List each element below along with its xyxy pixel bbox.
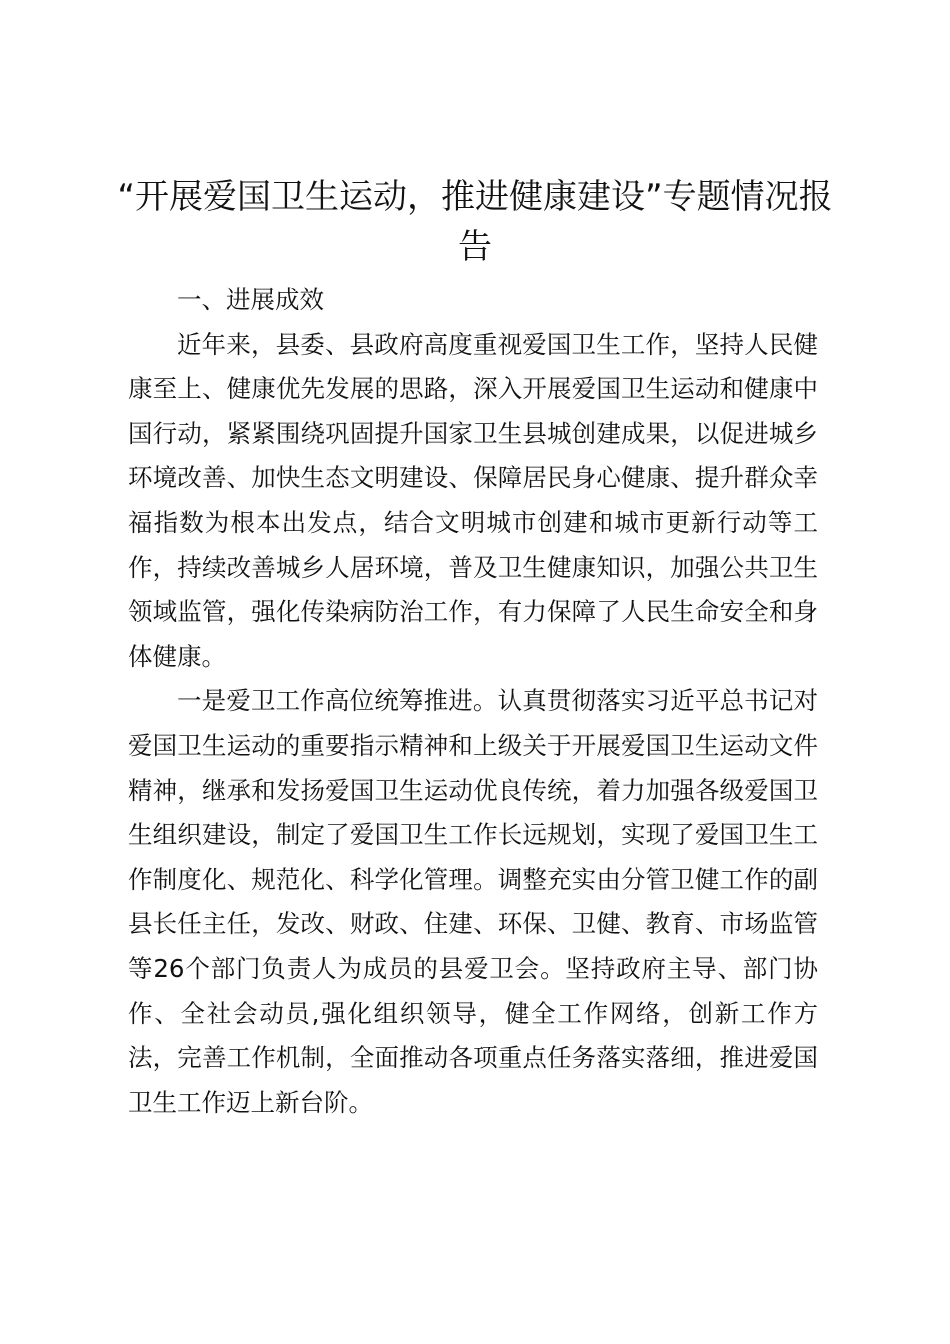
document-title: “开展爱国卫生运动，推进健康建设”专题情况报告 xyxy=(117,177,833,267)
paragraph-overview: 近年来，县委、县政府高度重视爱国卫生工作，坚持人民健康至上、健康优先发展的思路，深入开展爱国卫生运动和健康中国行动，紧紧围绕巩固提升国家卫生县城创建成果，以促进城乡环境改善、加快生态文明建设、保障居民身心健康、提升群众幸福指数为根本出发点，结合文明城市创建和城市更新行动等工作，持续改善城乡人居环境，普及卫生健康知识，加强公共卫生领域监管，强化传染病防治工作，有力保障了人民生命安全和身体健康。 xyxy=(128,329,818,671)
paragraph-coordination: 一是爱卫工作高位统筹推进。认真贯彻落实习近平总书记对爱国卫生运动的重要指示精神和上级关于开展爱国卫生运动文件精神，继承和发扬爱国卫生运动优良传统，着力加强各级爱国卫生组织建设，制定了爱国卫生工作长远规划，实现了爱国卫生工作制度化、规范化、科学化管理。调整充实由分管卫健工作的副县长任主任，发改、财政、住建、环保、卫健、教育、市场监管等26个部门负责人为成员的县爱卫会。坚持政府主导、部门协作、全社会动员,强化组织领导，健全工作网络，创新工作方法，完善工作机制，全面推动各项重点任务落实落细，推进爱国卫生工作迈上新台阶。 xyxy=(128,686,818,1117)
document-body xyxy=(128,278,818,1125)
section-heading: 一、进展成效 xyxy=(177,285,324,314)
